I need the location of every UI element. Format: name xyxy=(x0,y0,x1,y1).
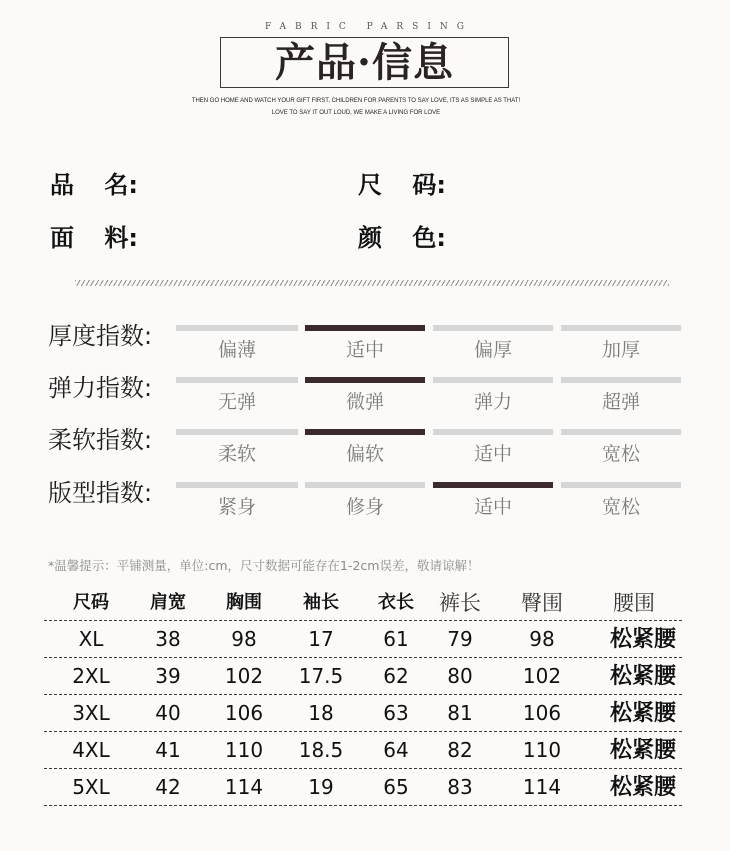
fabric-parsing-eyebrow: FABRIC PARSING xyxy=(265,22,473,32)
waist-cell: 松紧腰 xyxy=(609,664,676,689)
shoulder-cell: 39 xyxy=(155,664,181,688)
softness-option-label: 柔软 xyxy=(217,443,256,465)
hip-cell: 106 xyxy=(522,701,562,725)
sleeve-cell: 17.5 xyxy=(298,664,344,688)
fit-level-bar xyxy=(305,482,425,488)
fit-option-label: 紧身 xyxy=(217,496,256,518)
size-cell: 3XL xyxy=(72,701,110,725)
elasticity-level-bar xyxy=(433,377,553,383)
elasticity-level-bar xyxy=(305,377,425,383)
waist-column-header: 腰围 xyxy=(613,591,655,615)
softness-option-label: 宽松 xyxy=(601,443,640,465)
page-title: 产品·信息 xyxy=(275,38,454,86)
chest-cell: 114 xyxy=(224,775,264,799)
fit-option-label: 修身 xyxy=(345,496,384,518)
fit-level-bar xyxy=(176,482,298,488)
elasticity-option-label: 弹力 xyxy=(473,391,512,413)
softness-level-bar xyxy=(305,429,425,435)
size-label: 尺 码: xyxy=(358,171,446,199)
fabric-label: 面 料: xyxy=(50,224,138,252)
thickness-option-label: 适中 xyxy=(345,339,384,361)
size-table-header xyxy=(44,585,684,621)
waist-cell: 松紧腰 xyxy=(609,701,676,726)
fit-option-label: 宽松 xyxy=(601,496,640,518)
size-table xyxy=(44,585,684,806)
pants-length-cell: 79 xyxy=(447,627,473,651)
softness-index-label: 柔软指数: xyxy=(48,426,153,454)
table-row xyxy=(44,658,684,695)
size-column-header: 尺码 xyxy=(73,592,109,613)
hip-column-header: 臀围 xyxy=(521,591,563,615)
title-box xyxy=(220,37,509,88)
table-row xyxy=(44,732,684,769)
elasticity-option-label: 无弹 xyxy=(217,391,256,413)
thickness-level-bar xyxy=(561,325,681,331)
hip-cell: 110 xyxy=(522,738,562,762)
softness-level-bar xyxy=(433,429,553,435)
length-cell: 63 xyxy=(383,701,409,725)
pants-length-column-header: 裤长 xyxy=(439,591,481,615)
shoulder-cell: 42 xyxy=(155,775,181,799)
size-cell: 2XL xyxy=(72,664,110,688)
pants-length-cell: 82 xyxy=(447,738,473,762)
thickness-option-label: 偏厚 xyxy=(473,339,512,361)
hip-cell: 102 xyxy=(522,664,562,688)
shoulder-column-header: 肩宽 xyxy=(150,592,186,613)
sleeve-cell: 18 xyxy=(308,701,334,725)
softness-option-label: 适中 xyxy=(473,443,512,465)
softness-level-bar xyxy=(176,429,298,435)
fit-index-row xyxy=(0,479,730,522)
chest-cell: 106 xyxy=(224,701,264,725)
tagline-line-2: LOVE TO SAY IT OUT LOUD, WE MAKE A LIVING FOR LOVE xyxy=(271,110,441,116)
size-cell: 5XL xyxy=(72,775,110,799)
elasticity-option-label: 超弹 xyxy=(601,391,640,413)
length-cell: 62 xyxy=(383,664,409,688)
length-cell: 61 xyxy=(383,627,409,651)
softness-level-bar xyxy=(561,429,681,435)
color-label: 颜 色: xyxy=(358,224,446,252)
size-cell: XL xyxy=(78,627,104,651)
thickness-index-label: 厚度指数: xyxy=(48,322,153,350)
softness-option-label: 偏软 xyxy=(345,443,384,465)
shoulder-cell: 38 xyxy=(155,627,181,651)
shoulder-cell: 40 xyxy=(155,701,181,725)
chest-cell: 102 xyxy=(224,664,264,688)
thickness-option-label: 偏薄 xyxy=(217,339,256,361)
thickness-option-label: 加厚 xyxy=(601,339,640,361)
fit-index-label: 版型指数: xyxy=(48,479,153,507)
hip-cell: 114 xyxy=(522,775,562,799)
fit-level-bar xyxy=(561,482,681,488)
sleeve-cell: 17 xyxy=(308,627,334,651)
thickness-index-row xyxy=(0,322,730,365)
length-cell: 65 xyxy=(383,775,409,799)
chest-cell: 110 xyxy=(224,738,264,762)
chest-cell: 98 xyxy=(231,627,257,651)
fit-level-bar xyxy=(433,482,553,488)
table-row xyxy=(44,621,684,658)
table-row xyxy=(44,769,684,806)
waist-cell: 松紧腰 xyxy=(609,775,676,800)
measurement-note: *温馨提示：平铺测量，单位:cm，尺寸数据可能存在1-2cm误差，敬请谅解！ xyxy=(48,558,480,573)
pants-length-cell: 80 xyxy=(447,664,473,688)
elasticity-level-bar xyxy=(561,377,681,383)
pants-length-cell: 81 xyxy=(447,701,473,725)
sleeve-cell: 18.5 xyxy=(298,738,344,762)
product-name-label: 品 名: xyxy=(50,171,138,199)
shoulder-cell: 41 xyxy=(155,738,181,762)
table-row xyxy=(44,695,684,732)
hip-cell: 98 xyxy=(529,627,555,651)
thickness-level-bar xyxy=(305,325,425,331)
elasticity-index-label: 弹力指数: xyxy=(48,374,153,402)
hatched-divider xyxy=(75,280,669,286)
waist-cell: 松紧腰 xyxy=(609,627,676,652)
waist-cell: 松紧腰 xyxy=(609,738,676,763)
chest-column-header: 胸围 xyxy=(226,592,262,613)
elasticity-index-row xyxy=(0,374,730,417)
elasticity-level-bar xyxy=(176,377,298,383)
sleeve-cell: 19 xyxy=(308,775,334,799)
length-cell: 64 xyxy=(383,738,409,762)
sleeve-column-header: 袖长 xyxy=(303,592,339,613)
pants-length-cell: 83 xyxy=(447,775,473,799)
fit-option-label: 适中 xyxy=(473,496,512,518)
thickness-level-bar xyxy=(176,325,298,331)
tagline-line-1: THEN GO HOME AND WATCH YOUR GIFT FIRST, CHILDREN FOR PARENTS TO SAY LOVE, ITS AS SIMPLE AS THAT! xyxy=(191,98,521,104)
size-cell: 4XL xyxy=(72,738,110,762)
elasticity-option-label: 微弹 xyxy=(345,391,384,413)
thickness-level-bar xyxy=(433,325,553,331)
softness-index-row xyxy=(0,426,730,469)
length-column-header: 衣长 xyxy=(378,592,414,613)
